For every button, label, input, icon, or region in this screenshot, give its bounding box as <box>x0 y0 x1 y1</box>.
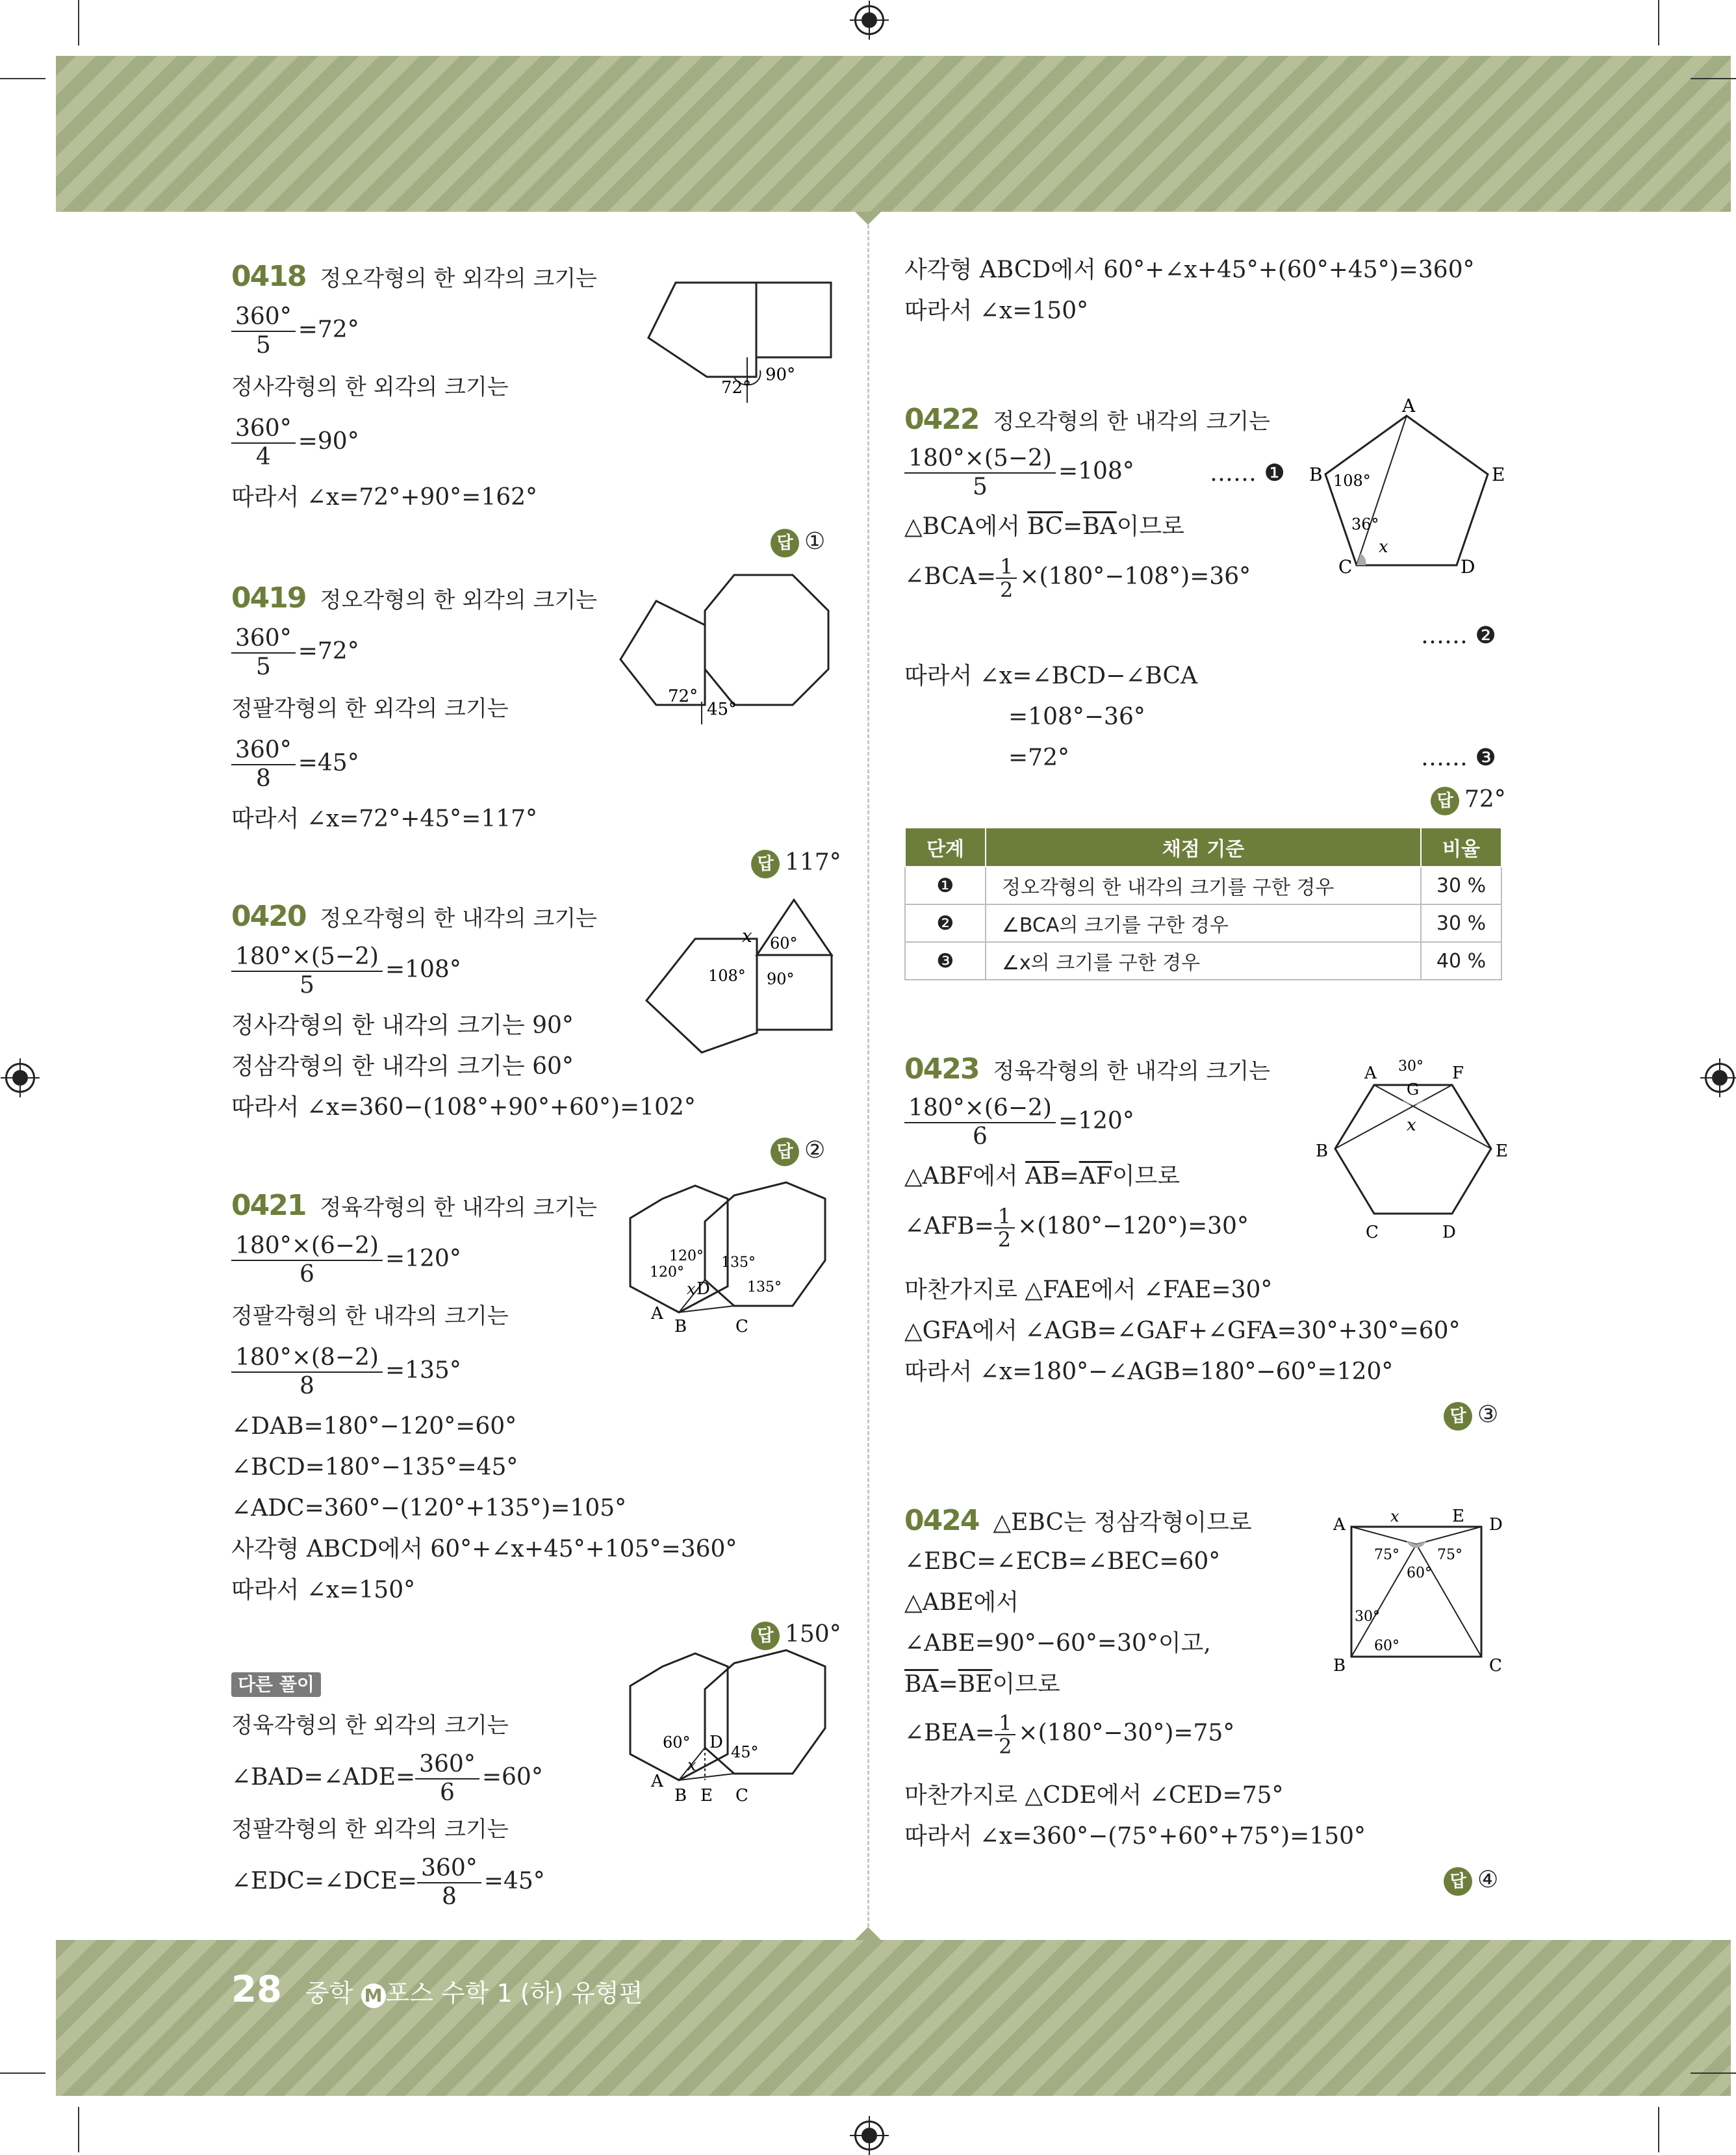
text-line: 따라서 ∠x=180°−∠AGB=180°−60°=120° <box>904 1358 1394 1385</box>
marker-3: …… ❸ <box>1421 745 1496 771</box>
svg-text:A: A <box>651 1772 663 1791</box>
svg-text:B: B <box>1333 1656 1346 1676</box>
svg-text:C: C <box>1338 556 1353 578</box>
text-line: 정사각형의 한 내각의 크기는 90° <box>231 1012 574 1039</box>
text-line: 정사각형의 한 외각의 크기는 <box>231 374 509 400</box>
figure-0422 <box>1306 395 1514 578</box>
text-line: 마찬가지로 △FAE에서 ∠FAE=30° <box>904 1277 1273 1303</box>
svg-text:A: A <box>1402 395 1416 416</box>
text-line: △BCA에서 $\overline{BC}=\overline{BA}$이므로 <box>904 513 1184 540</box>
crop-mark <box>78 2107 79 2152</box>
header-band <box>56 56 1731 212</box>
crop-mark <box>1691 2072 1736 2074</box>
svg-text:F: F <box>1452 1064 1464 1083</box>
svg-text:135°: 135° <box>747 1279 782 1295</box>
marker-2: …… ❷ <box>1421 622 1496 649</box>
fraction-line: ∠AFB= $\frac{1}{2}$ ×(180°−120°)=30° <box>904 1204 1249 1252</box>
fraction-line: ∠BEA= $\frac{1}{2}$ ×(180°−30°)=75° <box>904 1711 1235 1759</box>
registration-mark-icon <box>854 2121 884 2150</box>
hexagon-shape <box>1335 1085 1491 1214</box>
fraction-line: ∠EDC=∠DCE= $\frac{360^\circ}{8}$ =45° <box>231 1855 545 1910</box>
fraction-line: $\frac{180^\circ\times(6-2)}{6}$ =120° <box>231 1232 461 1288</box>
svg-text:x: x <box>1407 1116 1416 1135</box>
square-shape <box>757 955 832 1030</box>
problem-number: 0422 <box>904 403 979 436</box>
text-line: 따라서 ∠x=150° <box>904 298 1089 324</box>
problem-number: 0421 <box>231 1189 306 1222</box>
answer-0421: 답 150° <box>751 1614 841 1655</box>
pentagon-shape <box>646 939 757 1052</box>
svg-text:B: B <box>674 1786 687 1805</box>
svg-text:C: C <box>1489 1656 1502 1676</box>
problem-0424-header: 0424 △EBC는 정삼각형이므로 <box>904 1504 1252 1537</box>
problem-0421-header: 0421 정육각형의 한 내각의 크기는 <box>231 1189 598 1222</box>
text-line: ∠ABE=90°−60°=30°이고, <box>904 1630 1211 1657</box>
svg-text:45°: 45° <box>731 1743 759 1761</box>
problem-0420-header: 0420 정오각형의 한 내각의 크기는 <box>231 900 598 933</box>
text-line: 정육각형의 한 외각의 크기는 <box>231 1713 509 1739</box>
svg-text:C: C <box>735 1786 748 1805</box>
problem-number: 0423 <box>904 1052 979 1086</box>
fraction-line: $\frac{180^\circ\times(8-2)}{8}$ =135° <box>231 1344 461 1400</box>
table-header: 채점 기준 <box>986 828 1421 867</box>
angle-label: 90° <box>767 970 795 988</box>
fraction-line: $\frac{360^\circ}{5}$ =72° <box>231 303 359 359</box>
text-line: ∠DAB=180°−120°=60° <box>231 1413 517 1440</box>
alt-solution-label: 다른 풀이 <box>231 1663 321 1703</box>
svg-text:B: B <box>1316 1141 1329 1161</box>
figure-alt <box>617 1650 832 1813</box>
problem-number: 0419 <box>231 581 306 615</box>
fraction-line: $\frac{360^\circ}{4}$ =90° <box>231 415 359 471</box>
octagon-shape <box>705 575 828 705</box>
crop-mark <box>78 0 79 45</box>
marker-1: …… ❶ <box>1210 460 1285 487</box>
figure-0418 <box>637 273 845 403</box>
angle-label: 72° <box>668 687 698 706</box>
brand-logo-icon: M <box>361 1983 386 2008</box>
grading-table <box>904 827 1502 980</box>
svg-text:75°: 75° <box>1374 1547 1399 1563</box>
answer-0418: 답 ① <box>771 522 825 562</box>
fraction-line: $\frac{360^\circ}{5}$ =72° <box>231 625 359 681</box>
svg-text:30°: 30° <box>1355 1609 1380 1625</box>
problem-0422-header: 0422 정오각형의 한 내각의 크기는 <box>904 403 1271 436</box>
svg-text:D: D <box>1489 1515 1503 1535</box>
text-line: 따라서 ∠x=360°−(75°+60°+75°)=150° <box>904 1823 1366 1850</box>
angle-label: 72° <box>721 378 752 398</box>
svg-text:E: E <box>1492 464 1505 485</box>
book-prefix: 중학 <box>305 1979 353 2008</box>
text-line: =108°−36° <box>1008 704 1145 730</box>
fraction-line: $\frac{180^\circ\times(5-2)}{5}$ =108° <box>231 943 461 999</box>
text-line: ∠BCD=180°−135°=45° <box>231 1454 518 1481</box>
answer-0419: 답 117° <box>751 843 841 883</box>
table-row: ❷ ∠BCA의 크기를 구한 경우 30 % <box>905 904 1501 942</box>
text-line: 정팔각형의 한 외각의 크기는 <box>231 696 509 722</box>
figure-0421 <box>617 1182 832 1345</box>
angle-label: 45° <box>707 700 737 719</box>
text-line: 따라서 ∠x=72°+90°=162° <box>231 484 538 511</box>
svg-text:E: E <box>700 1786 713 1805</box>
svg-text:60°: 60° <box>1407 1565 1432 1581</box>
text-line: 따라서 ∠x=360−(108°+90°+60°)=102° <box>231 1094 696 1121</box>
text-line: 따라서 ∠x=72°+45°=117° <box>231 806 538 832</box>
svg-text:108°: 108° <box>1333 472 1371 490</box>
text-line: ∠EBC=∠ECB=∠BEC=60° <box>904 1548 1221 1575</box>
svg-text:x: x <box>1390 1507 1399 1525</box>
text-line: ∠ADC=360°−(120°+135°)=105° <box>231 1495 627 1522</box>
text-line: 사각형 ABCD에서 60°+∠x+45°+105°=360° <box>231 1536 737 1562</box>
svg-text:x: x <box>687 1280 696 1298</box>
problem-0419-header: 0419 정오각형의 한 외각의 크기는 <box>231 581 598 615</box>
crop-mark <box>1658 2107 1659 2152</box>
fraction-line: ∠BAD=∠ADE= $\frac{360^\circ}{6}$ =60° <box>231 1751 543 1806</box>
page-footer <box>231 1969 643 2011</box>
header-notch <box>855 212 881 225</box>
registration-mark-icon <box>854 5 884 35</box>
problem-number: 0418 <box>231 260 306 293</box>
text-line: 따라서 ∠x=∠BCD−∠BCA <box>904 663 1198 689</box>
angle-label: 60° <box>770 934 798 952</box>
svg-text:G: G <box>1407 1080 1420 1099</box>
svg-text:A: A <box>1364 1064 1377 1083</box>
page-number: 28 <box>231 1969 282 2011</box>
figure-0419 <box>617 572 832 728</box>
registration-mark-icon <box>1705 1063 1735 1093</box>
figure-0420 <box>643 897 838 1059</box>
svg-text:60°: 60° <box>663 1733 691 1752</box>
answer-0423: 답 ③ <box>1444 1395 1498 1435</box>
svg-text:60°: 60° <box>1374 1638 1399 1654</box>
table-row: ❸ ∠x의 크기를 구한 경우 40 % <box>905 942 1501 980</box>
fraction-line: ∠BCA= $\frac{1}{2}$ ×(180°−108°)=36° <box>904 554 1251 602</box>
text-line: △ABE에서 <box>904 1589 1019 1616</box>
square-shape <box>756 283 831 357</box>
footer-band <box>56 1940 1731 2096</box>
svg-text:x: x <box>1379 537 1388 557</box>
answer-0422: 답 72° <box>1431 780 1506 820</box>
crop-mark <box>0 78 45 79</box>
svg-text:D: D <box>696 1279 710 1299</box>
svg-text:D: D <box>1461 556 1475 578</box>
svg-text:E: E <box>1496 1141 1508 1161</box>
crop-mark <box>1691 78 1736 79</box>
registration-mark-icon <box>5 1063 35 1093</box>
angle-label: 90° <box>765 365 796 385</box>
svg-text:D: D <box>1442 1223 1456 1242</box>
svg-text:135°: 135° <box>721 1255 756 1271</box>
svg-text:120°: 120° <box>650 1264 684 1281</box>
figure-0423 <box>1312 1052 1514 1241</box>
svg-text:30°: 30° <box>1398 1058 1423 1075</box>
crop-mark <box>1658 0 1659 45</box>
text-line: 정삼각형의 한 내각의 크기는 60° <box>231 1053 574 1080</box>
pentagon-shape <box>1325 416 1488 565</box>
problem-0418-header: 0418 정오각형의 한 외각의 크기는 <box>231 260 598 293</box>
figure-0424 <box>1325 1501 1514 1676</box>
svg-text:120°: 120° <box>669 1248 704 1264</box>
hexagon-shape <box>630 1653 728 1780</box>
svg-text:D: D <box>709 1733 723 1752</box>
text-line: △ABF에서 $\overline{AB}=\overline{AF}$이므로 <box>904 1163 1181 1190</box>
table-row: ❶ 정오각형의 한 내각의 크기를 구한 경우 30 % <box>905 867 1501 904</box>
octagon-shape <box>705 1650 825 1774</box>
angle-label: x <box>742 925 752 947</box>
text-line: =72° <box>1008 745 1069 771</box>
text-line: 정팔각형의 한 외각의 크기는 <box>231 1817 509 1843</box>
svg-text:C: C <box>1366 1223 1379 1242</box>
answer-0420: 답 ② <box>771 1130 825 1171</box>
column-divider <box>867 225 869 1927</box>
text-line: 따라서 ∠x=150° <box>231 1577 416 1603</box>
svg-text:C: C <box>735 1317 748 1336</box>
svg-text:A: A <box>651 1304 663 1323</box>
book-title: 포스 수학 1 (하) 유형편 <box>385 1979 643 2008</box>
table-header: 단계 <box>905 828 986 867</box>
footer-notch <box>855 1927 881 1940</box>
fraction-line: $\frac{360^\circ}{8}$ =45° <box>231 737 359 793</box>
pentagon-shape <box>648 283 756 377</box>
answer-0424: 답 ④ <box>1444 1860 1498 1900</box>
table-header: 비율 <box>1421 828 1501 867</box>
problem-number: 0420 <box>231 900 306 933</box>
svg-text:36°: 36° <box>1351 515 1379 533</box>
text-line: 사각형 ABCD에서 60°+∠x+45°+(60°+45°)=360° <box>904 257 1475 283</box>
crop-mark <box>0 2072 45 2074</box>
svg-text:75°: 75° <box>1437 1547 1462 1563</box>
svg-text:B: B <box>1309 464 1323 485</box>
fraction-line: $\frac{180^\circ\times(6-2)}{6}$ =120° <box>904 1095 1134 1151</box>
fraction-line: $\frac{180^\circ\times(5-2)}{5}$ =108° <box>904 445 1134 501</box>
svg-text:A: A <box>1333 1515 1346 1535</box>
text-line: 마찬가지로 △CDE에서 ∠CED=75° <box>904 1782 1284 1809</box>
text-line: △GFA에서 ∠AGB=∠GAF+∠GFA=30°+30°=60° <box>904 1318 1461 1344</box>
text-line: $\overline{BA}=\overline{BE}$이므로 <box>904 1671 1060 1698</box>
problem-0423-header: 0423 정육각형의 한 내각의 크기는 <box>904 1052 1271 1086</box>
angle-label: 108° <box>708 967 746 985</box>
problem-number: 0424 <box>904 1504 979 1537</box>
svg-text:x: x <box>687 1756 696 1774</box>
text-line: 정팔각형의 한 내각의 크기는 <box>231 1303 509 1329</box>
svg-text:E: E <box>1452 1507 1464 1526</box>
svg-text:B: B <box>674 1317 687 1336</box>
